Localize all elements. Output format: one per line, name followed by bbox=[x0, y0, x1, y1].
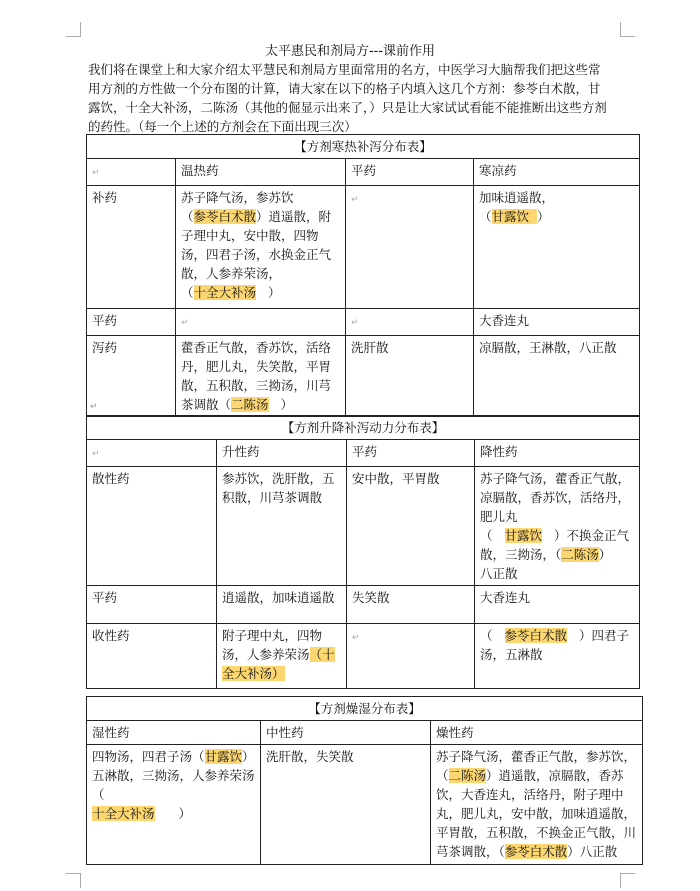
row-label-neutral: 平药 bbox=[87, 586, 217, 624]
cell-dispersing-neutral: 安中散，平胃散 bbox=[347, 467, 475, 586]
cell-neutral-warm: ↵ bbox=[176, 309, 346, 336]
header-damp: 湿性药 bbox=[87, 721, 261, 745]
highlight-answer: 甘露饮 bbox=[491, 209, 530, 224]
header-neutral: 平药 bbox=[347, 440, 475, 467]
dry-damp-table bbox=[86, 696, 643, 865]
cell-neutral: 洗肝散，失笑散 bbox=[261, 745, 431, 865]
highlight-answer: 参苓白术散 bbox=[504, 628, 568, 643]
highlight-answer: 甘露饮 bbox=[504, 528, 543, 543]
intro-paragraph: 我们将在课堂上和大家介绍太平慧民和剂局方里面常用的名方，中医学习大脑帮我们把这些常用方剂的方性做一个分布图的计算，请大家在以下的格子内填入这几个方剂：参苓白术散，甘露饮，十全大补汤，二陈汤（其他的倔显示出来了，）只是让大家试试看能不能推断出这些方剂的药性。（每一个上述的方剂会在下面出现三次） bbox=[88, 62, 607, 134]
highlight-answer: 二陈汤 bbox=[448, 768, 487, 783]
paragraph-mark: ↵ bbox=[90, 402, 98, 412]
cell-purge-warm: 藿香正气散，香苏饮，活络丹，肥儿丸，失笑散，平胃散，五积散，三拗汤，川芎茶调散（二陈汤 ） bbox=[176, 336, 346, 417]
highlight-answer: 参苓白术散 bbox=[193, 209, 257, 224]
highlight-answer: （十全大补汤） bbox=[222, 647, 335, 681]
header-neutral: 中性药 bbox=[261, 721, 431, 745]
highlight-answer: 十全大补汤 bbox=[92, 806, 155, 821]
header-empty-cell: ↵ bbox=[87, 440, 217, 467]
cell-dispersing-descending: 苏子降气汤，藿香正气散，凉膈散，香苏饮，活络丹，肥儿丸 （ 甘露饮 ）不换金正气散，三拗汤，（二陈汤） 八正散 bbox=[475, 467, 640, 586]
cell-purge-cold: 凉膈散，王淋散，八正散 bbox=[474, 336, 640, 417]
document-title: 太平惠民和剂局方---课前作用 bbox=[264, 44, 436, 59]
row-label-astringing: 收性药 bbox=[87, 624, 217, 689]
cell-neutral-descending: 大香连丸 bbox=[475, 586, 640, 624]
cell-neutral-ascending: 逍遥散，加味逍遥散 bbox=[217, 586, 347, 624]
cell-astringing-neutral: ↵ bbox=[347, 624, 475, 689]
table-caption: 【方剂燥湿分布表】 bbox=[87, 697, 643, 721]
header-descending: 降性药 bbox=[475, 440, 640, 467]
row-label-tonify: 补药 bbox=[87, 186, 176, 309]
page-corner-top-left bbox=[66, 22, 81, 37]
header-cold-cool: 寒凉药 bbox=[474, 159, 640, 186]
cold-heat-tonify-purge-table bbox=[86, 134, 640, 417]
table-caption: 【方剂升降补泻动力分布表】 bbox=[87, 416, 640, 440]
table-caption: 【方剂寒热补泻分布表】 bbox=[87, 135, 640, 159]
cell-neutral-cold: 大香连丸 bbox=[474, 309, 640, 336]
cell-tonify-warm: 苏子降气汤，参苏饮 （参苓白术散）逍遥散，附子理中丸，安中散，四物汤，四君子汤，水换金正气散，人参养荣汤， （十全大补汤 ） bbox=[176, 186, 346, 309]
highlight-answer: 十全大补汤 bbox=[193, 285, 257, 300]
cell-neutral-neutral: 失笑散 bbox=[347, 586, 475, 624]
header-ascending: 升性药 bbox=[217, 440, 347, 467]
cell-damp: 四物汤，四君子汤（甘露饮）五淋散，三拗汤，人参养荣汤（ 十全大补汤 ） bbox=[87, 745, 261, 865]
cell-dispersing-ascending: 参苏饮，洗肝散，五积散，川芎茶调散 bbox=[217, 467, 347, 586]
page-corner-top-right bbox=[620, 22, 635, 37]
highlight-answer: 参苓白术散 bbox=[504, 844, 568, 859]
cell-astringing-descending: （ 参苓白术散 ）四君子汤，五淋散 bbox=[475, 624, 640, 689]
cell-dry: 苏子降气汤，藿香正气散，参苏饮，（二陈汤）逍遥散，凉膈散，香苏饮，大香连丸，活络丹，附子理中丸，肥儿丸，安中散，加味逍遥散，平胃散，五积散，不换金正气散，川芎茶调散，（参苓白术散）八正散 bbox=[431, 745, 643, 865]
row-label-purge: 泻药 bbox=[87, 336, 176, 417]
cell-astringing-ascending: 附子理中丸，四物汤，人参养荣汤（十全大补汤） bbox=[217, 624, 347, 689]
page-corner-bottom-right bbox=[620, 873, 635, 888]
highlight-answer: 二陈汤 bbox=[231, 397, 269, 412]
header-neutral: 平药 bbox=[346, 159, 474, 186]
cell-tonify-neutral: ↵ bbox=[346, 186, 474, 309]
highlight-answer: 二陈汤 bbox=[561, 547, 599, 562]
header-warm-hot: 温热药 bbox=[176, 159, 346, 186]
ascend-descend-dynamics-table bbox=[86, 415, 640, 689]
row-label-neutral: 平药 bbox=[87, 309, 176, 336]
header-dry: 燥性药 bbox=[431, 721, 643, 745]
row-label-dispersing: 散性药 bbox=[87, 467, 217, 586]
cell-purge-neutral: 洗肝散 bbox=[346, 336, 474, 417]
header-empty-cell: ↵ bbox=[87, 159, 176, 186]
highlight-answer: 甘露饮 bbox=[204, 749, 243, 764]
page-corner-bottom-left bbox=[66, 873, 81, 888]
cell-tonify-cold: 加味逍遥散， （甘露饮 ） bbox=[474, 186, 640, 309]
cell-neutral-neutral: ↵ bbox=[346, 309, 474, 336]
